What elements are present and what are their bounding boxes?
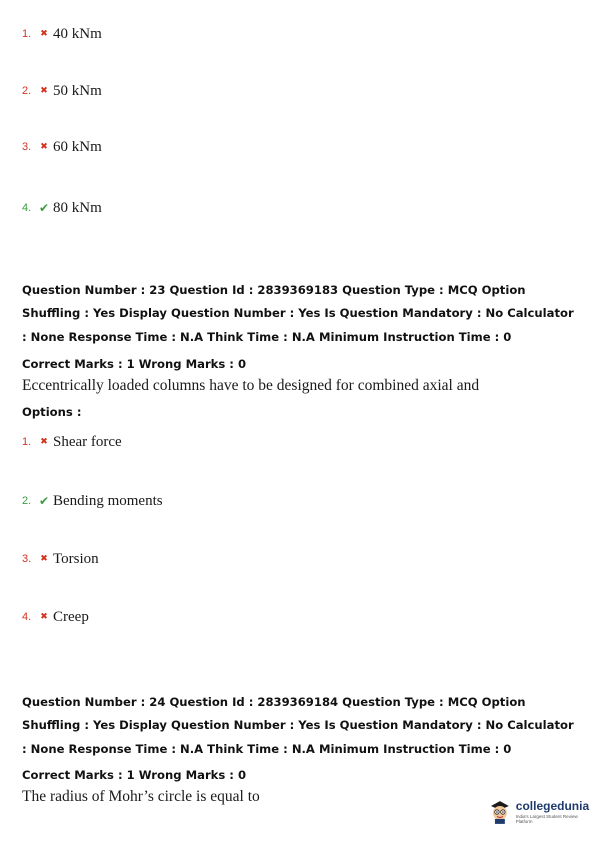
collegedunia-logo xyxy=(488,797,595,824)
q23-option-3 xyxy=(22,547,99,571)
wrong-mark-icon: ✖ xyxy=(40,437,48,447)
wrong-mark-icon: ✖ xyxy=(40,86,48,96)
option-text: 40 kNm xyxy=(53,25,102,42)
logo-tagline: India's Largest Student Review Platform xyxy=(515,814,578,824)
q23-option-4 xyxy=(22,605,89,629)
wrong-mark-icon: ✖ xyxy=(40,29,48,39)
option-text: Torsion xyxy=(53,550,99,567)
option-text: 80 kNm xyxy=(53,199,102,216)
option-number: 1. xyxy=(22,28,32,40)
question-23-text: Eccentrically loaded columns have to be designed for combined axial and xyxy=(22,377,480,394)
option-number: 2. xyxy=(22,495,32,507)
wrong-mark-icon: ✖ xyxy=(40,142,48,152)
question-23-meta: Question Number : 23 Question Id : 2839369183 Question Type : MCQ Option Shuffling : Yes Display Question Number : Yes Is Question Mandatory : No Calculator : None Response Time : N.A Think Time : N.A Minimum Instruction Time : 0 xyxy=(22,283,574,344)
wrong-mark-icon: ✖ xyxy=(40,554,48,564)
option-1 xyxy=(22,22,102,46)
option-number: 3. xyxy=(22,553,32,565)
option-3 xyxy=(22,135,102,159)
option-text: Creep xyxy=(53,608,89,625)
option-text: 60 kNm xyxy=(53,138,102,155)
question-24-text: The radius of Mohr’s circle is equal to xyxy=(22,788,260,805)
option-text: 50 kNm xyxy=(53,82,102,99)
question-23-options-label: Options : xyxy=(22,405,82,419)
mascot-icon xyxy=(488,798,512,824)
option-number: 1. xyxy=(22,436,32,448)
option-4 xyxy=(22,196,102,220)
option-text: Bending moments xyxy=(53,492,163,509)
check-mark-icon: ✔ xyxy=(38,201,50,215)
q23-option-2 xyxy=(22,489,163,513)
q23-option-1 xyxy=(22,430,122,454)
question-24-meta: Question Number : 24 Question Id : 2839369184 Question Type : MCQ Option Shuffling : Yes Display Question Number : Yes Is Question Mandatory : No Calculator : None Response Time : N.A Think Time : N.A Minimum Instruction Time : 0 xyxy=(22,695,574,756)
question-23-marks: Correct Marks : 1 Wrong Marks : 0 xyxy=(22,357,247,371)
option-text: Shear force xyxy=(53,433,122,450)
question-24-marks: Correct Marks : 1 Wrong Marks : 0 xyxy=(22,768,247,782)
option-number: 4. xyxy=(22,202,32,214)
wrong-mark-icon: ✖ xyxy=(40,612,48,622)
option-number: 2. xyxy=(22,85,32,97)
check-mark-icon: ✔ xyxy=(38,494,50,508)
logo-name: collegedunia xyxy=(515,799,590,813)
option-number: 4. xyxy=(22,611,32,623)
option-number: 3. xyxy=(22,141,32,153)
option-2 xyxy=(22,79,102,103)
